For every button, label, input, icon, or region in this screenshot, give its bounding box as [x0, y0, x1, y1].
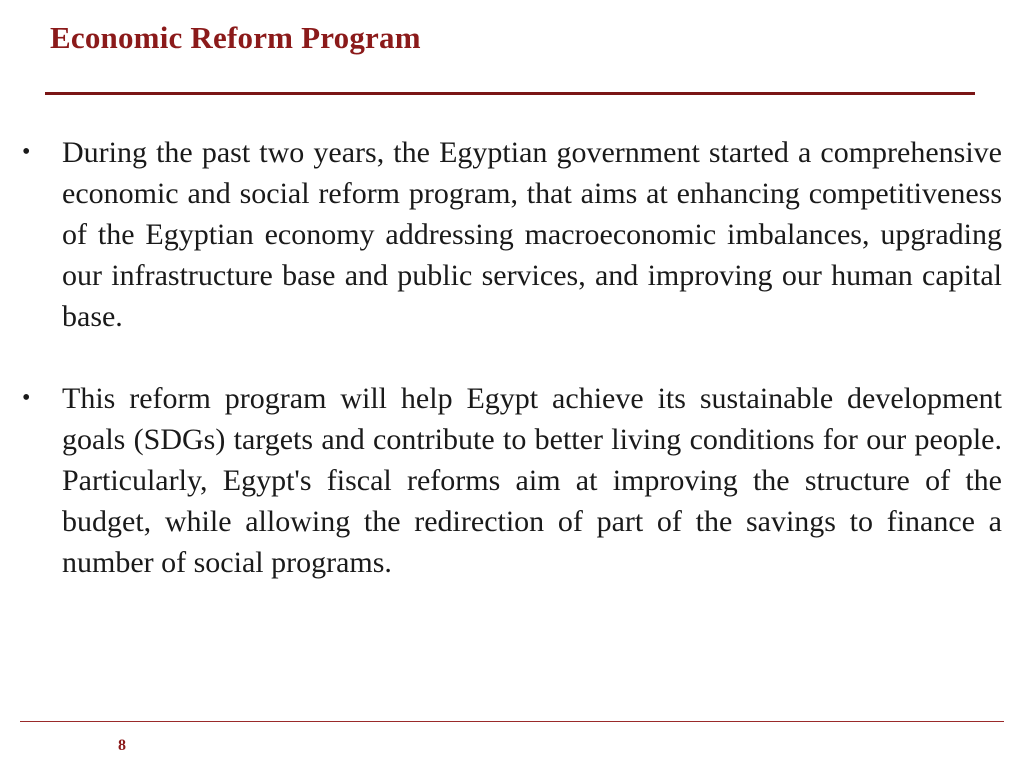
bullet-marker: •: [22, 139, 31, 165]
bullet-text: This reform program will help Egypt achieve its sustainable development goals (SDGs) targets and contribute to better living conditions for our people. Particularly, Egypt's fiscal reforms aim at improving the structure of the budget, while allowing the redirection of part of the savings to finance a number of social programs.: [62, 382, 1002, 579]
slide-title: Economic Reform Program: [50, 20, 421, 55]
bullet-marker: •: [22, 385, 31, 411]
bullet-item: [22, 378, 1002, 583]
bullet-text: During the past two years, the Egyptian government started a comprehensive economic and social reform program, that aims at enhancing competitiveness of the Egyptian economy addressing macroeconomic imbalances, upgrading our infrastructure base and public services, and improving our human capital base.: [62, 136, 1002, 333]
bullet-list: [22, 132, 1002, 624]
bullet-item: [22, 132, 1002, 337]
title-divider: [45, 92, 975, 95]
footer-divider: [20, 721, 1004, 722]
page-number: 8: [118, 737, 126, 754]
